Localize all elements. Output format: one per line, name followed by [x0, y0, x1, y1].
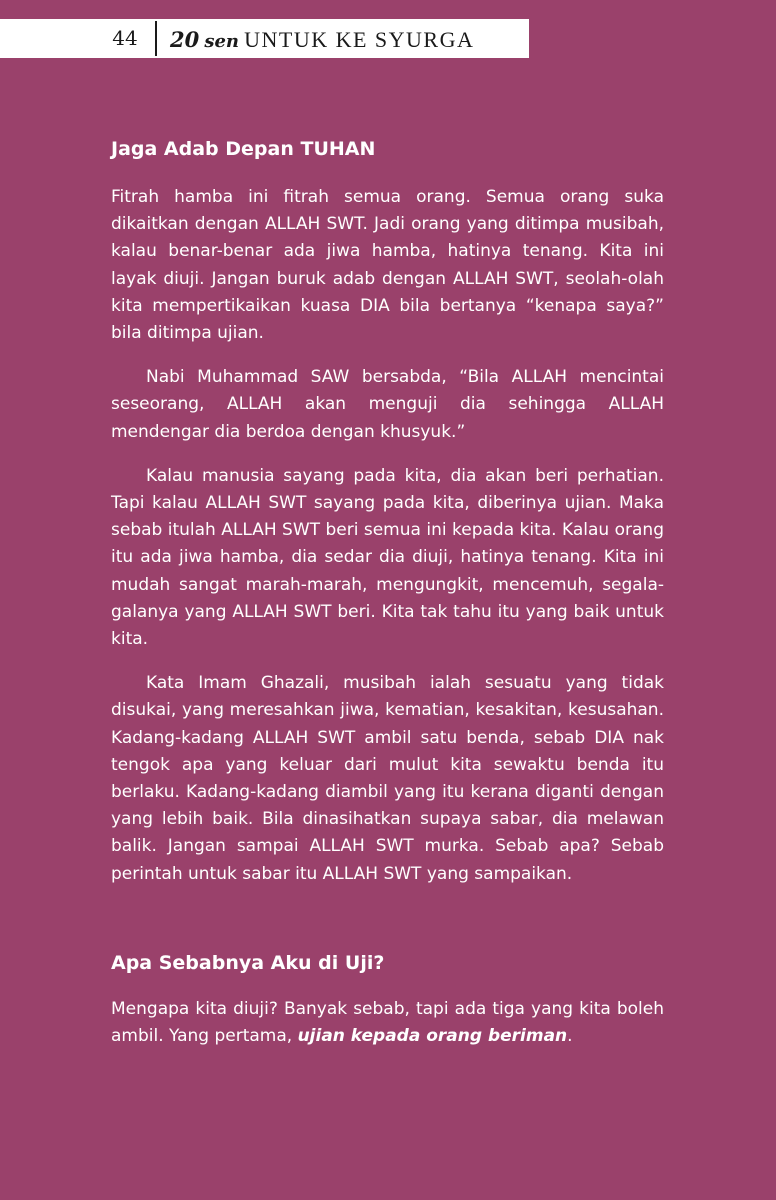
- page-body: [111, 132, 664, 1050]
- section-heading-apa-sebabnya: Apa Sebabnya Aku di Uji?: [111, 951, 385, 974]
- paragraph-text-end: .: [567, 1026, 573, 1047]
- section-heading-jaga-adab: Jaga Adab Depan TUHAN: [111, 138, 376, 160]
- book-title-number: 20: [170, 27, 200, 52]
- paragraph: Kata Imam Ghazali, musibah ialah sesuatu yang tidak disukai, yang meresahkan jiwa, kematian, kesakitan, kesusahan. Kadang-kadang ALLAH SWT ambil satu benda, sebab DIA nak tengok apa yang keluar dari mulut kita sewaktu benda itu berlaku. Kadang-kadang diambil yang itu kerana diganti dengan yang lebih baik. Bila dinasihatkan supaya sabar, dia melawan balik. Jangan sampai ALLAH SWT murka. Sebab apa? Sebab perintah untuk sabar itu ALLAH SWT yang sampaikan.: [111, 673, 664, 884]
- running-header: [0, 19, 529, 58]
- paragraph-with-emphasis: [111, 996, 664, 1050]
- paragraph-text: Mengapa kita diuji? Banyak sebab, tapi ada tiga yang kita boleh ambil. Yang pertama,: [111, 998, 664, 1047]
- book-title: [170, 19, 474, 58]
- paragraph: Nabi Muhammad SAW bersabda, “Bila ALLAH mencintai seseorang, ALLAH akan menguji dia sehingga ALLAH mendengar dia berdoa dengan khusyuk.”: [111, 367, 664, 442]
- paragraph: Fitrah hamba ini fitrah semua orang. Semua orang suka dikaitkan dengan ALLAH SWT. Jadi orang yang ditimpa musibah, kalau benar-benar ada jiwa hamba, hatinya tenang. Kita ini layak diuji. Jangan buruk adab dengan ALLAH SWT, seolah-olah kita mempertikaikan kuasa DIA bila bertanya “kenapa saya?” bila ditimpa ujian.: [111, 187, 664, 344]
- emphasis-text: ujian kepada orang beriman: [297, 1026, 568, 1047]
- book-title-rest: UNTUK KE SYURGA: [244, 27, 475, 52]
- page-number: 44: [112, 26, 138, 50]
- book-title-sen: sen: [204, 31, 240, 52]
- paragraph: Kalau manusia sayang pada kita, dia akan beri perhatian. Tapi kalau ALLAH SWT sayang pada kita, diberinya ujian. Maka sebab itulah ALLAH SWT beri semua ini kepada kita. Kalau orang itu ada jiwa hamba, dia sedar dia diuji, hatinya tenang. Kita ini mudah sangat marah-marah, mengungkit, mencemuh, segala-galanya yang ALLAH SWT beri. Kita tak tahu itu yang baik untuk kita.: [111, 465, 664, 650]
- header-divider: [155, 21, 157, 56]
